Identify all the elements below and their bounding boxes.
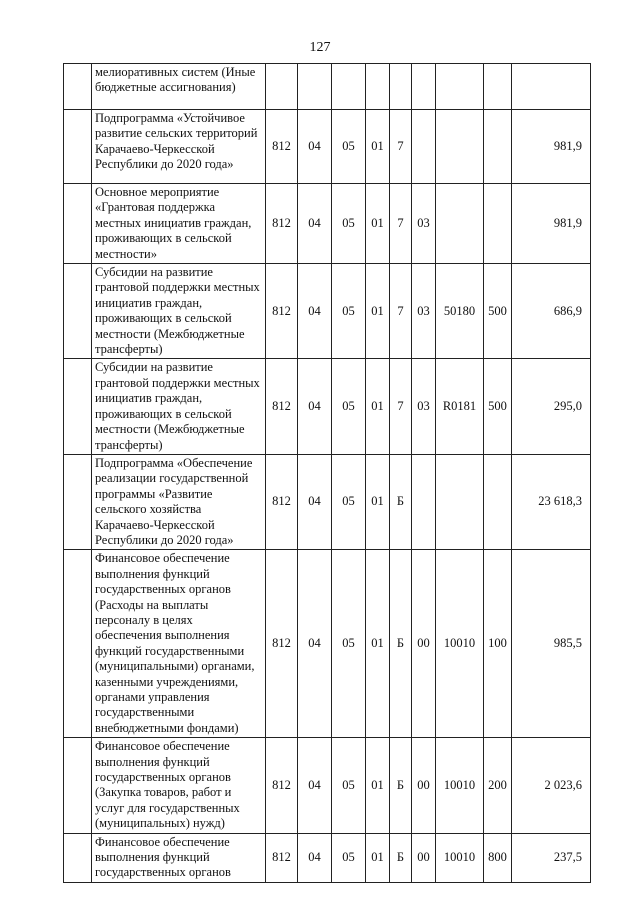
cell-cs4 [436,110,484,184]
cell-cs4: R0181 [436,359,484,454]
cell-cs2: 7 [390,264,412,359]
cell-rz [298,64,332,110]
cell-rz: 04 [298,550,332,738]
table-row [64,184,591,264]
cell-cs2: Б [390,550,412,738]
cell-name: Субсидии на развитие грантовой поддержки местных инициатив граждан, проживающих в сельской местности (Межбюджетные трансферты) [92,264,266,359]
cell-vr [484,110,512,184]
cell-cs4: 10010 [436,550,484,738]
page-number: 127 [309,40,331,55]
cell-cs3 [412,454,436,549]
cell-cs4: 10010 [436,738,484,833]
cell-pr: 05 [332,550,366,738]
cell-cs2: 7 [390,110,412,184]
cell-ved: 812 [266,264,298,359]
cell-cs3: 03 [412,184,436,264]
cell-amount: 686,9 [512,264,591,359]
cell-pr: 05 [332,264,366,359]
cell-pr: 05 [332,110,366,184]
cell-amount: 295,0 [512,359,591,454]
cell-name: Финансовое обеспечение выполнения функций государственных органов [92,833,266,882]
cell-pr: 05 [332,833,366,882]
cell-name: Основное мероприятие «Грантовая поддержка местных инициатив граждан, проживающих в сельской местности» [92,184,266,264]
cell-ved: 812 [266,454,298,549]
cell-vr [484,184,512,264]
cell-cs1 [366,64,390,110]
row-number-cell [64,359,92,454]
cell-name: Финансовое обеспечение выполнения функций государственных органов (Расходы на выплаты персоналу в целях обеспечения выполнения функций государственными (муниципальными) органами, казенными учреждениями, органами управления государственными внебюджетными фондами) [92,550,266,738]
cell-cs3: 00 [412,550,436,738]
cell-pr: 05 [332,359,366,454]
cell-vr: 200 [484,738,512,833]
cell-cs4 [436,64,484,110]
cell-rz: 04 [298,184,332,264]
cell-ved [266,64,298,110]
table-row [64,64,591,110]
row-number-cell [64,454,92,549]
cell-pr: 05 [332,454,366,549]
cell-cs4 [436,454,484,549]
row-number-cell [64,110,92,184]
cell-cs2: 7 [390,359,412,454]
cell-rz: 04 [298,264,332,359]
cell-rz: 04 [298,833,332,882]
cell-amount: 2 023,6 [512,738,591,833]
table-row [64,454,591,549]
cell-pr: 05 [332,184,366,264]
cell-name: Субсидии на развитие грантовой поддержки местных инициатив граждан, проживающих в сельской местности (Межбюджетные трансферты) [92,359,266,454]
cell-cs3: 03 [412,264,436,359]
cell-name: мелиоративных систем (Иные бюджетные ассигнования) [92,64,266,110]
row-number-cell [64,264,92,359]
cell-vr: 100 [484,550,512,738]
table-row [64,738,591,833]
cell-vr: 500 [484,264,512,359]
cell-cs2: Б [390,454,412,549]
cell-cs4 [436,184,484,264]
budget-table [63,63,591,883]
cell-cs3: 03 [412,359,436,454]
table-row [64,833,591,882]
cell-cs2 [390,64,412,110]
cell-vr [484,454,512,549]
cell-pr: 05 [332,738,366,833]
cell-cs3: 00 [412,833,436,882]
row-number-cell [64,64,92,110]
row-number-cell [64,833,92,882]
cell-pr [332,64,366,110]
cell-cs1: 01 [366,833,390,882]
cell-cs1: 01 [366,550,390,738]
cell-rz: 04 [298,738,332,833]
table-row [64,359,591,454]
cell-name: Финансовое обеспечение выполнения функций государственных органов (Закупка товаров, работ и услуг для государственных (муниципальных) нужд) [92,738,266,833]
cell-cs2: 7 [390,184,412,264]
cell-amount: 981,9 [512,110,591,184]
cell-amount: 985,5 [512,550,591,738]
cell-vr: 500 [484,359,512,454]
cell-rz: 04 [298,359,332,454]
cell-rz: 04 [298,454,332,549]
cell-vr: 800 [484,833,512,882]
cell-amount [512,64,591,110]
cell-ved: 812 [266,833,298,882]
cell-cs1: 01 [366,264,390,359]
cell-cs1: 01 [366,359,390,454]
cell-cs4: 10010 [436,833,484,882]
table-row [64,550,591,738]
cell-cs1: 01 [366,454,390,549]
cell-cs3 [412,110,436,184]
row-number-cell [64,738,92,833]
cell-vr [484,64,512,110]
table-row [64,110,591,184]
table-row [64,264,591,359]
cell-name: Подпрограмма «Устойчивое развитие сельских территорий Карачаево-Черкесской Республики до 2020 года» [92,110,266,184]
cell-cs4: 50180 [436,264,484,359]
cell-cs3 [412,64,436,110]
cell-ved: 812 [266,359,298,454]
cell-cs3: 00 [412,738,436,833]
cell-cs2: Б [390,833,412,882]
cell-ved: 812 [266,184,298,264]
cell-amount: 237,5 [512,833,591,882]
cell-cs1: 01 [366,110,390,184]
cell-name: Подпрограмма «Обеспечение реализации государственной программы «Развитие сельского хозяйства Карачаево-Черкесской Республики до 2020 года» [92,454,266,549]
cell-cs1: 01 [366,184,390,264]
cell-rz: 04 [298,110,332,184]
cell-cs1: 01 [366,738,390,833]
cell-amount: 23 618,3 [512,454,591,549]
cell-cs2: Б [390,738,412,833]
cell-ved: 812 [266,110,298,184]
cell-ved: 812 [266,550,298,738]
row-number-cell [64,184,92,264]
cell-ved: 812 [266,738,298,833]
cell-amount: 981,9 [512,184,591,264]
row-number-cell [64,550,92,738]
